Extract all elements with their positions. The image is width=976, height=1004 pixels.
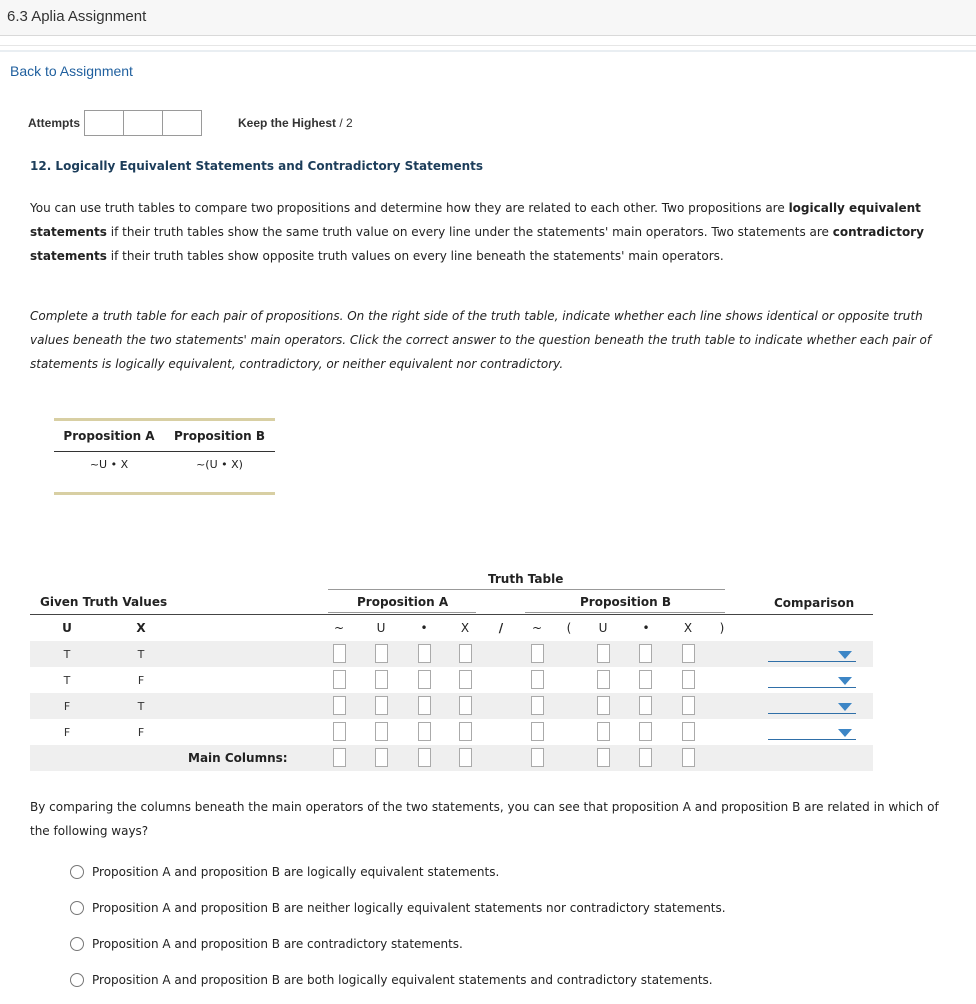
truth-table-title-rule	[328, 589, 725, 590]
question-title: 12. Logically Equivalent Statements and Contradictory Statements	[30, 159, 484, 173]
truth-input-row3-b-dot[interactable]	[639, 696, 652, 715]
col-header-a-dot: •	[420, 621, 428, 635]
intro-text: if their truth tables show opposite truth values on every line beneath the statements' main operators.	[106, 249, 724, 263]
intro-paragraph	[30, 196, 940, 268]
dropdown-arrow-icon[interactable]	[838, 651, 852, 659]
truth-input-row1-b-x[interactable]	[682, 644, 695, 663]
header-divider-accent	[0, 50, 976, 52]
truth-input-row1-a-neg[interactable]	[333, 644, 346, 663]
header-divider	[0, 45, 976, 46]
main-column-input-a-dot[interactable]	[418, 748, 431, 767]
truth-input-row2-a-neg[interactable]	[333, 670, 346, 689]
intro-bold-term: logically equivalent statements	[30, 201, 921, 239]
proposition-a-formula: ~U • X	[89, 457, 129, 471]
main-column-input-a-u[interactable]	[375, 748, 388, 767]
given-u-row-4: F	[63, 726, 71, 739]
given-u-row-3: F	[63, 700, 71, 713]
answer-prompt: By comparing the columns beneath the main operators of the two statements, you can see that proposition A and proposition B are related in which of the following ways?	[30, 800, 939, 838]
answer-option-3[interactable]	[70, 937, 463, 951]
truth-input-row1-b-neg[interactable]	[531, 644, 544, 663]
row-shade-1	[30, 641, 873, 667]
attempt-box-1	[84, 110, 124, 136]
main-column-input-b-neg[interactable]	[531, 748, 544, 767]
col-header-b-lparen: (	[566, 621, 572, 635]
answer-option-1[interactable]	[70, 865, 499, 879]
main-column-input-b-u[interactable]	[597, 748, 610, 767]
attempts-indicator	[84, 110, 201, 136]
back-to-assignment-link[interactable]: Back to Assignment	[10, 63, 133, 79]
truth-input-row1-a-x[interactable]	[459, 644, 472, 663]
given-x-row-1: T	[137, 648, 145, 661]
truth-input-row3-a-x[interactable]	[459, 696, 472, 715]
col-header-b-x: X	[683, 621, 693, 635]
truth-input-row2-b-neg[interactable]	[531, 670, 544, 689]
truth-input-row3-a-neg[interactable]	[333, 696, 346, 715]
propositions-table	[54, 418, 275, 495]
comparison-dropdown-row-1[interactable]	[768, 648, 856, 668]
answer-option-1-label: Proposition A and proposition B are logically equivalent statements.	[92, 865, 500, 879]
proposition-b-header: Proposition B	[173, 429, 265, 443]
truth-input-row4-b-u[interactable]	[597, 722, 610, 741]
truth-input-row4-a-neg[interactable]	[333, 722, 346, 741]
dropdown-underline	[768, 687, 856, 688]
proposition-b-label: Proposition B	[580, 595, 672, 609]
col-header-a-x: X	[460, 621, 470, 635]
main-columns-label: Main Columns:	[188, 751, 288, 765]
given-truth-values-label: Given Truth Values	[40, 595, 168, 609]
truth-table-title: Truth Table	[488, 572, 564, 586]
truth-input-row2-b-x[interactable]	[682, 670, 695, 689]
table-bottom-rule	[54, 492, 275, 495]
truth-input-row2-a-u[interactable]	[375, 670, 388, 689]
col-header-a-u: U	[376, 621, 386, 635]
truth-input-row3-b-x[interactable]	[682, 696, 695, 715]
dropdown-underline	[768, 713, 856, 714]
radio-option-1[interactable]	[70, 865, 84, 879]
main-column-input-b-x[interactable]	[682, 748, 695, 767]
attempt-box-3	[162, 110, 202, 136]
attempts-label: Attempts	[28, 116, 81, 130]
comparison-dropdown-row-2[interactable]	[768, 674, 856, 694]
radio-option-4[interactable]	[70, 973, 84, 987]
truth-input-row1-b-dot[interactable]	[639, 644, 652, 663]
comparison-dropdown-row-3[interactable]	[768, 700, 856, 720]
instructions-paragraph: Complete a truth table for each pair of propositions. On the right side of the truth table, indicate whether each line shows identical or opposite truth values beneath the two statements' main operators. Click the correct answer to the question beneath the truth table to indicate whether each pair of statements is logically equivalent, contradictory, or neither equivalent nor contradictory.	[30, 309, 932, 371]
col-header-b-rparen: )	[719, 621, 725, 635]
keep-highest-text: Keep the Highest	[238, 116, 337, 130]
col-header-a-neg: ~	[333, 621, 345, 635]
truth-input-row3-b-u[interactable]	[597, 696, 610, 715]
given-u-row-2: T	[63, 674, 71, 687]
comparison-label: Comparison	[774, 596, 855, 610]
proposition-b-rule	[525, 612, 725, 613]
answer-option-4-label: Proposition A and proposition B are both logically equivalent statements and contradictory statements.	[92, 973, 713, 987]
radio-option-3[interactable]	[70, 937, 84, 951]
truth-input-row4-a-dot[interactable]	[418, 722, 431, 741]
truth-input-row2-a-x[interactable]	[459, 670, 472, 689]
truth-input-row4-b-neg[interactable]	[531, 722, 544, 741]
dropdown-arrow-icon[interactable]	[838, 703, 852, 711]
proposition-b-formula: ~(U • X)	[196, 457, 243, 471]
attempt-box-2	[123, 110, 163, 136]
col-header-b-u: U	[598, 621, 608, 635]
intro-bold-term: contradictory statements	[30, 225, 924, 263]
col-header-divider: /	[498, 621, 504, 635]
intro-text: You can use truth tables to compare two propositions and determine how they are related to each other. Two propositions are	[30, 201, 789, 215]
dropdown-arrow-icon[interactable]	[838, 677, 852, 685]
col-header-b-neg: ~	[531, 621, 543, 635]
col-header-x: X	[136, 621, 146, 635]
truth-input-row2-b-u[interactable]	[597, 670, 610, 689]
answer-option-4[interactable]	[70, 973, 713, 987]
dropdown-underline	[768, 739, 856, 740]
page-title: 6.3 Aplia Assignment	[7, 8, 147, 25]
proposition-a-rule	[328, 612, 476, 613]
col-header-b-dot: •	[642, 621, 650, 635]
truth-input-row1-a-dot[interactable]	[418, 644, 431, 663]
truth-input-row2-b-dot[interactable]	[639, 670, 652, 689]
truth-input-row4-b-x[interactable]	[682, 722, 695, 741]
row-shade-3	[30, 693, 873, 719]
truth-input-row4-b-dot[interactable]	[639, 722, 652, 741]
truth-input-row4-a-x[interactable]	[459, 722, 472, 741]
given-x-row-3: T	[137, 700, 145, 713]
col-header-u: U	[62, 621, 72, 635]
answer-option-2[interactable]	[70, 901, 726, 915]
keep-highest-value: / 2	[339, 116, 353, 130]
given-u-row-1: T	[63, 648, 71, 661]
dropdown-arrow-icon[interactable]	[838, 729, 852, 737]
main-column-input-a-x[interactable]	[459, 748, 472, 767]
truth-input-row4-a-u[interactable]	[375, 722, 388, 741]
truth-table-header-rule	[30, 614, 873, 615]
proposition-a-header: Proposition A	[63, 429, 155, 443]
given-x-row-4: F	[137, 726, 145, 739]
truth-input-row1-b-u[interactable]	[597, 644, 610, 663]
main-columns-shade	[30, 745, 873, 771]
proposition-a-label: Proposition A	[357, 595, 449, 609]
comparison-dropdown-row-4[interactable]	[768, 726, 856, 746]
truth-input-row3-a-u[interactable]	[375, 696, 388, 715]
given-x-row-2: F	[137, 674, 145, 687]
main-column-input-a-neg[interactable]	[333, 748, 346, 767]
main-column-input-b-dot[interactable]	[639, 748, 652, 767]
answer-option-3-label: Proposition A and proposition B are contradictory statements.	[92, 937, 463, 951]
answer-option-2-label: Proposition A and proposition B are neither logically equivalent statements nor contradictory statements.	[92, 901, 726, 915]
app-header	[0, 0, 976, 36]
keep-highest-label	[238, 116, 353, 130]
truth-input-row1-a-u[interactable]	[375, 644, 388, 663]
truth-input-row3-a-dot[interactable]	[418, 696, 431, 715]
dropdown-underline	[768, 661, 856, 662]
truth-input-row2-a-dot[interactable]	[418, 670, 431, 689]
intro-text: if their truth tables show the same truth value on every line under the statements' main operators. Two statements are	[106, 225, 833, 239]
truth-input-row3-b-neg[interactable]	[531, 696, 544, 715]
radio-option-2[interactable]	[70, 901, 84, 915]
